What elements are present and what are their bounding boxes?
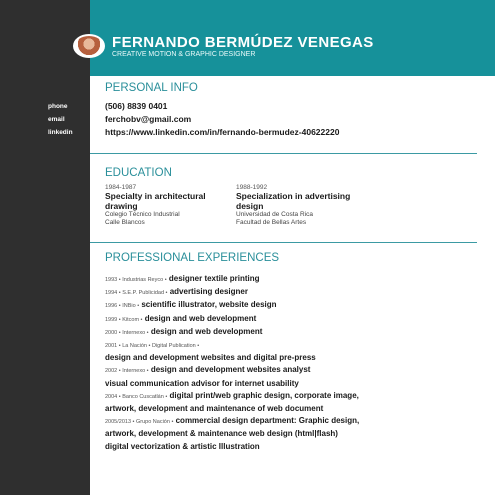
education-location: Calle Blancos xyxy=(105,218,145,226)
person-role: CREATIVE MOTION & GRAPHIC DESIGNER xyxy=(112,51,256,58)
experience-meta: 2001 • La Nación • Digital Publication • xyxy=(105,343,200,350)
experience-line xyxy=(105,428,483,440)
experience-line xyxy=(105,326,483,339)
education-degree: Specialization in advertising design xyxy=(236,191,351,211)
education-location: Facultad de Bellas Artes xyxy=(236,218,307,226)
divider-personal xyxy=(90,153,477,154)
linkedin-label: linkedin xyxy=(48,129,73,136)
linkedin-value[interactable]: https://www.linkedin.com/in/fernando-bermudez-40622220 xyxy=(105,127,340,137)
experience-text: visual communication advisor for internet usability xyxy=(105,378,299,388)
experience-list xyxy=(105,273,483,453)
experience-text: digital vectorization & artistic Illustration xyxy=(105,441,260,451)
education-item-1 xyxy=(105,184,233,226)
experience-line xyxy=(105,286,483,299)
experience-text: advertising designer xyxy=(169,287,248,297)
experience-line xyxy=(105,339,483,352)
education-school: Universidad de Costa Rica xyxy=(236,211,313,218)
personal-info-title: PERSONAL INFO xyxy=(105,82,198,94)
experience-meta: 1996 • INBio • xyxy=(105,303,140,310)
experience-text: artwork, development and maintenance of web document xyxy=(105,404,324,414)
experience-text: design and development websites analyst xyxy=(150,365,311,375)
experience-meta: 2004 • Banco Cuscatlán • xyxy=(105,393,168,400)
experience-line xyxy=(105,352,483,364)
experience-text: scientific illustrator, website design xyxy=(141,300,277,310)
person-name: FERNANDO BERMÚDEZ VENEGAS xyxy=(112,34,374,51)
experience-line xyxy=(105,415,483,428)
experience-title: PROFESSIONAL EXPERIENCES xyxy=(105,252,280,264)
experience-meta: 2000 • Internexo • xyxy=(105,329,149,336)
experience-text: artwork, development & maintenance web design (html|flash) xyxy=(105,429,338,439)
experience-text: digital print/web graphic design, corporate image, xyxy=(169,390,359,400)
experience-meta: 2002 • Internexo • xyxy=(105,368,149,375)
experience-text: design and web development xyxy=(150,326,263,336)
experience-meta: 1993 • Industrias Reyco • xyxy=(105,277,167,283)
divider-education xyxy=(90,242,477,243)
profile-avatar xyxy=(73,34,105,58)
experience-text: commercial design department: Graphic design, xyxy=(175,416,360,426)
experience-line xyxy=(105,390,483,403)
experience-line xyxy=(105,299,483,312)
phone-label: phone xyxy=(48,103,68,110)
experience-text: designer textile printing xyxy=(168,274,260,283)
education-years: 1984-1987 xyxy=(105,184,137,191)
experience-text: design and development websites and digital pre-press xyxy=(105,353,316,363)
experience-meta: 1994 • S.E.P. Publicidad • xyxy=(105,290,168,297)
education-degree: Specialty in architectural drawing xyxy=(105,191,206,211)
experience-line xyxy=(105,313,483,326)
experience-line xyxy=(105,364,483,377)
experience-meta: 1999 • Kitcom • xyxy=(105,316,143,323)
experience-line xyxy=(105,403,483,415)
email-label: email xyxy=(48,116,65,123)
experience-text: design and web development xyxy=(144,313,257,323)
experience-meta: 2005/2013 • Grupo Nación • xyxy=(105,419,174,426)
phone-value: (506) 8839 0401 xyxy=(105,101,168,111)
experience-line xyxy=(105,273,483,286)
email-value[interactable]: ferchobv@gmail.com xyxy=(105,114,192,124)
education-years: 1988-1992 xyxy=(236,184,268,191)
education-title: EDUCATION xyxy=(105,167,172,179)
sidebar xyxy=(0,0,90,495)
experience-line xyxy=(105,378,483,390)
experience-line xyxy=(105,441,483,453)
education-school: Colegio Técnico Industrial xyxy=(105,211,180,218)
education-item-2 xyxy=(236,184,364,226)
